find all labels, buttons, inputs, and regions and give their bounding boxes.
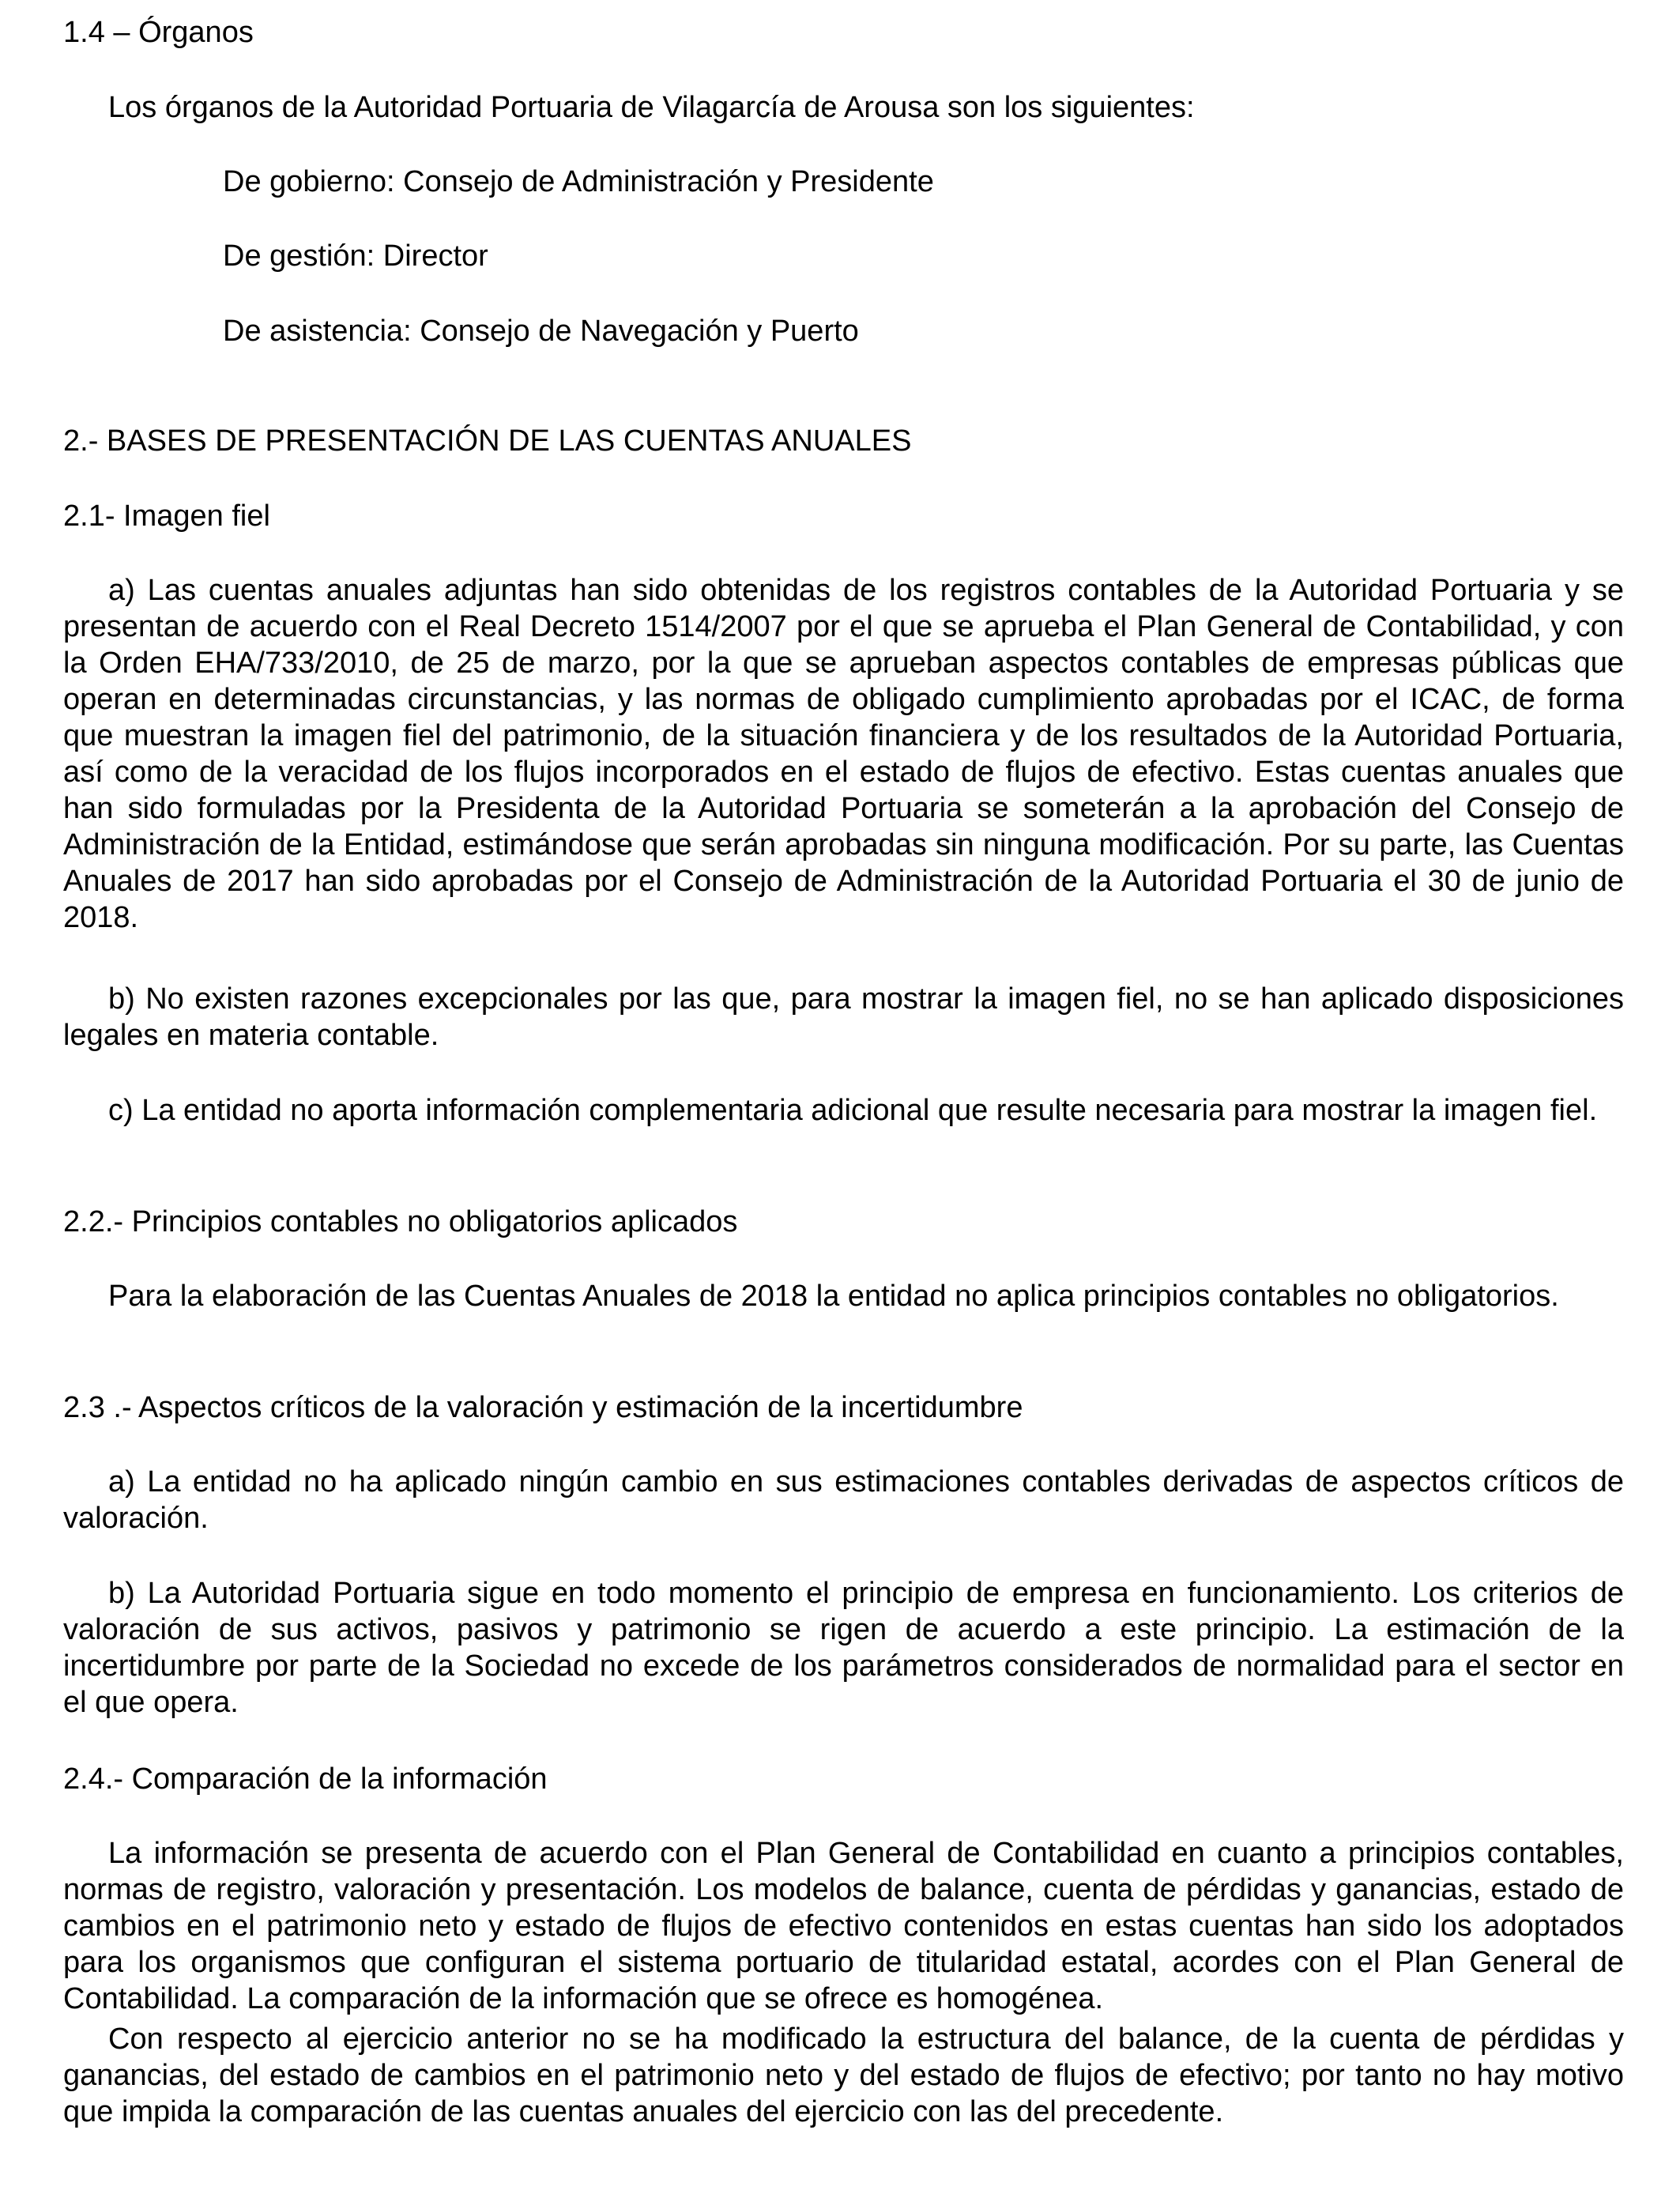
section-2-1-paragraph-a: a) Las cuentas anuales adjuntas han sido obtenidas de los registros contables de la Autoridad Portuaria y se presentan de acuerdo con el Real Decreto 1514/2007 por el que se aprueba el Plan General de Contabilidad, y con la Orden EHA/733/2010, de 25 de marzo, por la que se aprueban aspectos contables de empresas públicas que operan en determinadas circunstancias, y las normas de obligado cumplimiento aprobadas por el ICAC, de forma que muestran la imagen fiel del patrimonio, de la situación financiera y de los resultados de la Autoridad Portuaria, así como de la veracidad de los flujos incorporados en el estado de flujos de efectivo. Estas cuentas anuales que han sido formuladas por la Presidenta de la Autoridad Portuaria se someterán a la aprobación del Consejo de Administración de la Entidad, estimándose que serán aprobadas sin ninguna modificación. Por su parte, las Cuentas Anuales de 2017 han sido aprobadas por el Consejo de Administración de la Autoridad Portuaria el 30 de junio de 2018. [63,574,1624,934]
section-2-1-paragraph-b: b) No existen razones excepcionales por las que, para mostrar la imagen fiel, no se han aplicado disposiciones legales en materia contable. [63,982,1624,1052]
section-2-1-paragraph-c: c) La entidad no aporta información complementaria adicional que resulte necesaria para mostrar la imagen fiel. [108,1094,1598,1127]
section-2-1-heading: 2.1- Imagen fiel [63,499,270,533]
section-2-4-paragraph-1: La información se presenta de acuerdo con el Plan General de Contabilidad en cuanto a principios contables, normas de registro, valoración y presentación. Los modelos de balance, cuenta de pérdidas y ganancias, estado de cambios en el patrimonio neto y estado de flujos de efectivo contenidos en estas cuentas han sido los adoptados para los organismos que configuran el sistema portuario de titularidad estatal, acordes con el Plan General de Contabilidad. La comparación de la información que se ofrece es homogénea. [63,1837,1624,2015]
section-1-4-heading: 1.4 – Órganos [63,16,254,49]
section-2-4-paragraph-2: Con respecto al ejercicio anterior no se ha modificado la estructura del balance, de la cuenta de pérdidas y ganancias, del estado de cambios en el patrimonio neto y del estado de flujos de efectivo; por tanto no hay motivo que impida la comparación de las cuentas anuales del ejercicio con las del precedente. [63,2022,1624,2128]
section-2-3-heading: 2.3 .- Aspectos críticos de la valoración y estimación de la incertidumbre [63,1391,1023,1424]
section-2-2-heading: 2.2.- Principios contables no obligatorios aplicados [63,1205,738,1238]
section-1-4-intro: Los órganos de la Autoridad Portuaria de Vilagarcía de Arousa son los siguientes: [108,91,1195,124]
section-2-3-paragraph-a: a) La entidad no ha aplicado ningún cambio en sus estimaciones contables derivadas de aspectos críticos de valoración. [63,1465,1624,1535]
section-2-2-paragraph: Para la elaboración de las Cuentas Anuales de 2018 la entidad no aplica principios contables no obligatorios. [108,1280,1559,1313]
organ-asistencia: De asistencia: Consejo de Navegación y Puerto [223,315,859,348]
organ-gestion: De gestión: Director [223,239,488,273]
organ-gobierno: De gobierno: Consejo de Administración y Presidente [223,165,934,198]
section-2-heading: 2.- BASES DE PRESENTACIÓN DE LAS CUENTAS ANUALES [63,424,912,458]
section-2-4-heading: 2.4.- Comparación de la información [63,1762,548,1796]
section-2-3-paragraph-b: b) La Autoridad Portuaria sigue en todo momento el principio de empresa en funcionamiento. Los criterios de valoración de sus activos, pasivos y patrimonio se rigen de acuerdo a este principio. La estimación de la incertidumbre por parte de la Sociedad no excede de los parámetros considerados de normalidad para el sector en el que opera. [63,1577,1624,1719]
